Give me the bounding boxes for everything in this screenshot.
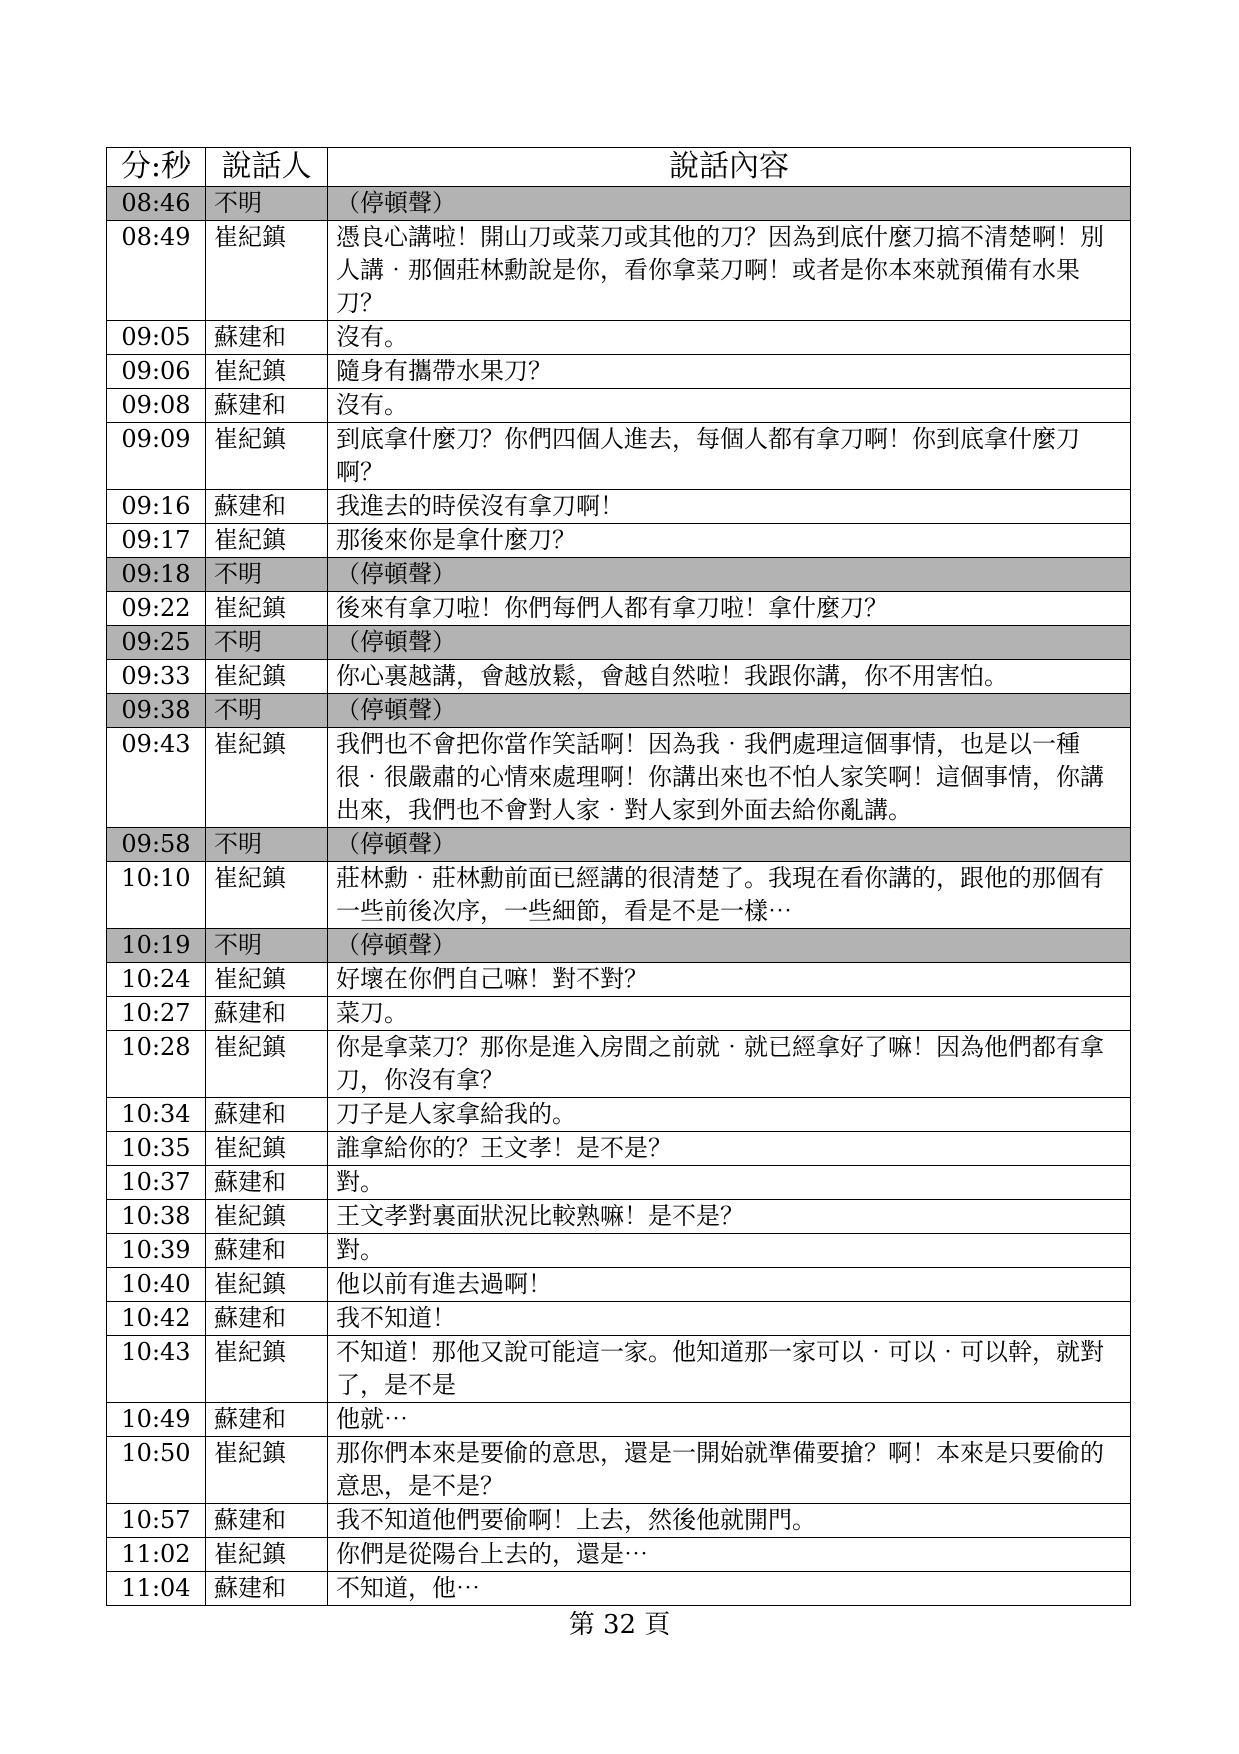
table-row [107, 694, 1131, 728]
row-content: 不知道，他⋯ [328, 1572, 1131, 1606]
row-content: 沒有。 [328, 321, 1131, 355]
row-speaker: 崔紀鎮 [206, 862, 328, 929]
table-row [107, 524, 1131, 558]
table-row [107, 558, 1131, 592]
header-speaker: 說話人 [206, 148, 328, 187]
row-speaker: 崔紀鎮 [206, 1132, 328, 1166]
row-speaker: 蘇建和 [206, 1234, 328, 1268]
row-time: 10:38 [107, 1200, 206, 1234]
row-speaker: 崔紀鎮 [206, 524, 328, 558]
row-content: 那你們本來是要偷的意思，還是一開始就準備要搶？啊！本來是只要偷的意思，是不是？ [328, 1437, 1131, 1504]
row-time: 10:19 [107, 929, 206, 963]
table-row [107, 828, 1131, 862]
row-time: 09:33 [107, 660, 206, 694]
row-content: （停頓聲） [328, 187, 1131, 221]
row-content: 不知道！那他又說可能這一家。他知道那一家可以‧可以‧可以幹，就對了，是不是 [328, 1336, 1131, 1403]
row-speaker: 崔紀鎮 [206, 1268, 328, 1302]
table-row [107, 1132, 1131, 1166]
row-time: 08:46 [107, 187, 206, 221]
transcript-body [107, 187, 1131, 1606]
row-content: 你是拿菜刀？那你是進入房間之前就‧就已經拿好了嘛！因為他們都有拿刀，你沒有拿？ [328, 1031, 1131, 1098]
row-content: 誰拿給你的？王文孝！是不是？ [328, 1132, 1131, 1166]
row-speaker: 蘇建和 [206, 1098, 328, 1132]
row-speaker: 不明 [206, 828, 328, 862]
row-content: 我們也不會把你當作笑話啊！因為我‧我們處理這個事情，也是以一種很‧很嚴肅的心情來處理啊！你講出來也不怕人家笑啊！這個事情，你講出來，我們也不會對人家‧對人家到外面去給你亂講。 [328, 728, 1131, 828]
page-number: 第 32 頁 [568, 1610, 671, 1640]
row-time: 10:34 [107, 1098, 206, 1132]
row-speaker: 蘇建和 [206, 490, 328, 524]
row-time: 09:22 [107, 592, 206, 626]
row-speaker: 蘇建和 [206, 997, 328, 1031]
row-content: （停頓聲） [328, 558, 1131, 592]
row-speaker: 不明 [206, 694, 328, 728]
row-content: 對。 [328, 1234, 1131, 1268]
row-time: 09:09 [107, 423, 206, 490]
table-row [107, 626, 1131, 660]
row-content: 他以前有進去過啊！ [328, 1268, 1131, 1302]
row-content: 好壞在你們自己嘛！對不對？ [328, 963, 1131, 997]
table-row [107, 1572, 1131, 1606]
table-row [107, 997, 1131, 1031]
row-time: 10:57 [107, 1504, 206, 1538]
row-time: 10:10 [107, 862, 206, 929]
row-time: 10:27 [107, 997, 206, 1031]
table-row [107, 862, 1131, 929]
row-content: 王文孝對裏面狀況比較熟嘛！是不是？ [328, 1200, 1131, 1234]
table-row [107, 1166, 1131, 1200]
row-time: 11:02 [107, 1538, 206, 1572]
row-speaker: 崔紀鎮 [206, 1336, 328, 1403]
row-time: 10:43 [107, 1336, 206, 1403]
row-time: 09:16 [107, 490, 206, 524]
table-row [107, 963, 1131, 997]
row-content: （停頓聲） [328, 626, 1131, 660]
row-content: 刀子是人家拿給我的。 [328, 1098, 1131, 1132]
row-speaker: 崔紀鎮 [206, 1538, 328, 1572]
row-content: 對。 [328, 1166, 1131, 1200]
row-speaker: 蘇建和 [206, 1166, 328, 1200]
table-row [107, 423, 1131, 490]
table-row [107, 221, 1131, 321]
row-speaker: 崔紀鎮 [206, 1031, 328, 1098]
row-time: 09:06 [107, 355, 206, 389]
row-speaker: 蘇建和 [206, 1572, 328, 1606]
row-time: 10:37 [107, 1166, 206, 1200]
row-content: 那後來你是拿什麼刀？ [328, 524, 1131, 558]
row-content: 他就⋯ [328, 1403, 1131, 1437]
row-time: 08:49 [107, 221, 206, 321]
row-speaker: 蘇建和 [206, 1302, 328, 1336]
row-speaker: 崔紀鎮 [206, 1437, 328, 1504]
table-row [107, 187, 1131, 221]
row-time: 11:04 [107, 1572, 206, 1606]
header-time: 分:秒 [107, 148, 206, 187]
row-content: 莊林勳‧莊林勳前面已經講的很清楚了。我現在看你講的，跟他的那個有一些前後次序，一些細節，看是不是一樣⋯ [328, 862, 1131, 929]
row-content: 你們是從陽台上去的，還是⋯ [328, 1538, 1131, 1572]
row-time: 10:50 [107, 1437, 206, 1504]
row-time: 09:43 [107, 728, 206, 828]
row-speaker: 崔紀鎮 [206, 1200, 328, 1234]
table-row [107, 389, 1131, 423]
table-row [107, 321, 1131, 355]
row-speaker: 崔紀鎮 [206, 423, 328, 490]
table-row [107, 1504, 1131, 1538]
transcript-table [106, 147, 1131, 1606]
row-speaker: 崔紀鎮 [206, 592, 328, 626]
row-time: 10:24 [107, 963, 206, 997]
table-row [107, 355, 1131, 389]
table-row [107, 1403, 1131, 1437]
table-row [107, 1538, 1131, 1572]
row-time: 09:18 [107, 558, 206, 592]
row-content: 我不知道他們要偷啊！上去，然後他就開門。 [328, 1504, 1131, 1538]
row-speaker: 蘇建和 [206, 389, 328, 423]
row-speaker: 不明 [206, 558, 328, 592]
row-speaker: 崔紀鎮 [206, 728, 328, 828]
row-time: 10:39 [107, 1234, 206, 1268]
table-row [107, 1268, 1131, 1302]
table-header-row [107, 148, 1131, 187]
row-speaker: 崔紀鎮 [206, 963, 328, 997]
row-time: 09:08 [107, 389, 206, 423]
row-time: 10:35 [107, 1132, 206, 1166]
table-row [107, 929, 1131, 963]
row-time: 10:49 [107, 1403, 206, 1437]
header-content: 說話內容 [328, 148, 1131, 187]
row-speaker: 蘇建和 [206, 1403, 328, 1437]
table-row [107, 490, 1131, 524]
table-row [107, 1234, 1131, 1268]
row-time: 10:28 [107, 1031, 206, 1098]
row-speaker: 不明 [206, 626, 328, 660]
row-speaker: 崔紀鎮 [206, 660, 328, 694]
row-content: 後來有拿刀啦！你們每們人都有拿刀啦！拿什麼刀？ [328, 592, 1131, 626]
row-speaker: 崔紀鎮 [206, 355, 328, 389]
row-time: 09:38 [107, 694, 206, 728]
row-time: 09:58 [107, 828, 206, 862]
row-speaker: 蘇建和 [206, 321, 328, 355]
row-speaker: 蘇建和 [206, 1504, 328, 1538]
row-time: 09:25 [107, 626, 206, 660]
row-content: （停頓聲） [328, 929, 1131, 963]
row-time: 10:40 [107, 1268, 206, 1302]
row-content: 我不知道！ [328, 1302, 1131, 1336]
table-row [107, 1437, 1131, 1504]
row-time: 10:42 [107, 1302, 206, 1336]
row-time: 09:17 [107, 524, 206, 558]
table-row [107, 728, 1131, 828]
row-content: （停頓聲） [328, 828, 1131, 862]
table-row [107, 1302, 1131, 1336]
table-row [107, 1336, 1131, 1403]
row-content: 到底拿什麼刀？你們四個人進去，每個人都有拿刀啊！你到底拿什麼刀啊？ [328, 423, 1131, 490]
row-speaker: 崔紀鎮 [206, 221, 328, 321]
row-content: 我進去的時侯沒有拿刀啊！ [328, 490, 1131, 524]
row-content: 隨身有攜帶水果刀？ [328, 355, 1131, 389]
table-row [107, 592, 1131, 626]
row-content: 菜刀。 [328, 997, 1131, 1031]
table-row [107, 1031, 1131, 1098]
table-row [107, 660, 1131, 694]
row-content: 你心裏越講，會越放鬆，會越自然啦！我跟你講，你不用害怕。 [328, 660, 1131, 694]
row-speaker: 不明 [206, 187, 328, 221]
row-time: 09:05 [107, 321, 206, 355]
table-row [107, 1098, 1131, 1132]
table-row [107, 1200, 1131, 1234]
row-speaker: 不明 [206, 929, 328, 963]
row-content: （停頓聲） [328, 694, 1131, 728]
row-content: 憑良心講啦！開山刀或菜刀或其他的刀？因為到底什麼刀搞不清楚啊！別人講‧那個莊林勳說是你，看你拿菜刀啊！或者是你本來就預備有水果刀？ [328, 221, 1131, 321]
row-content: 沒有。 [328, 389, 1131, 423]
